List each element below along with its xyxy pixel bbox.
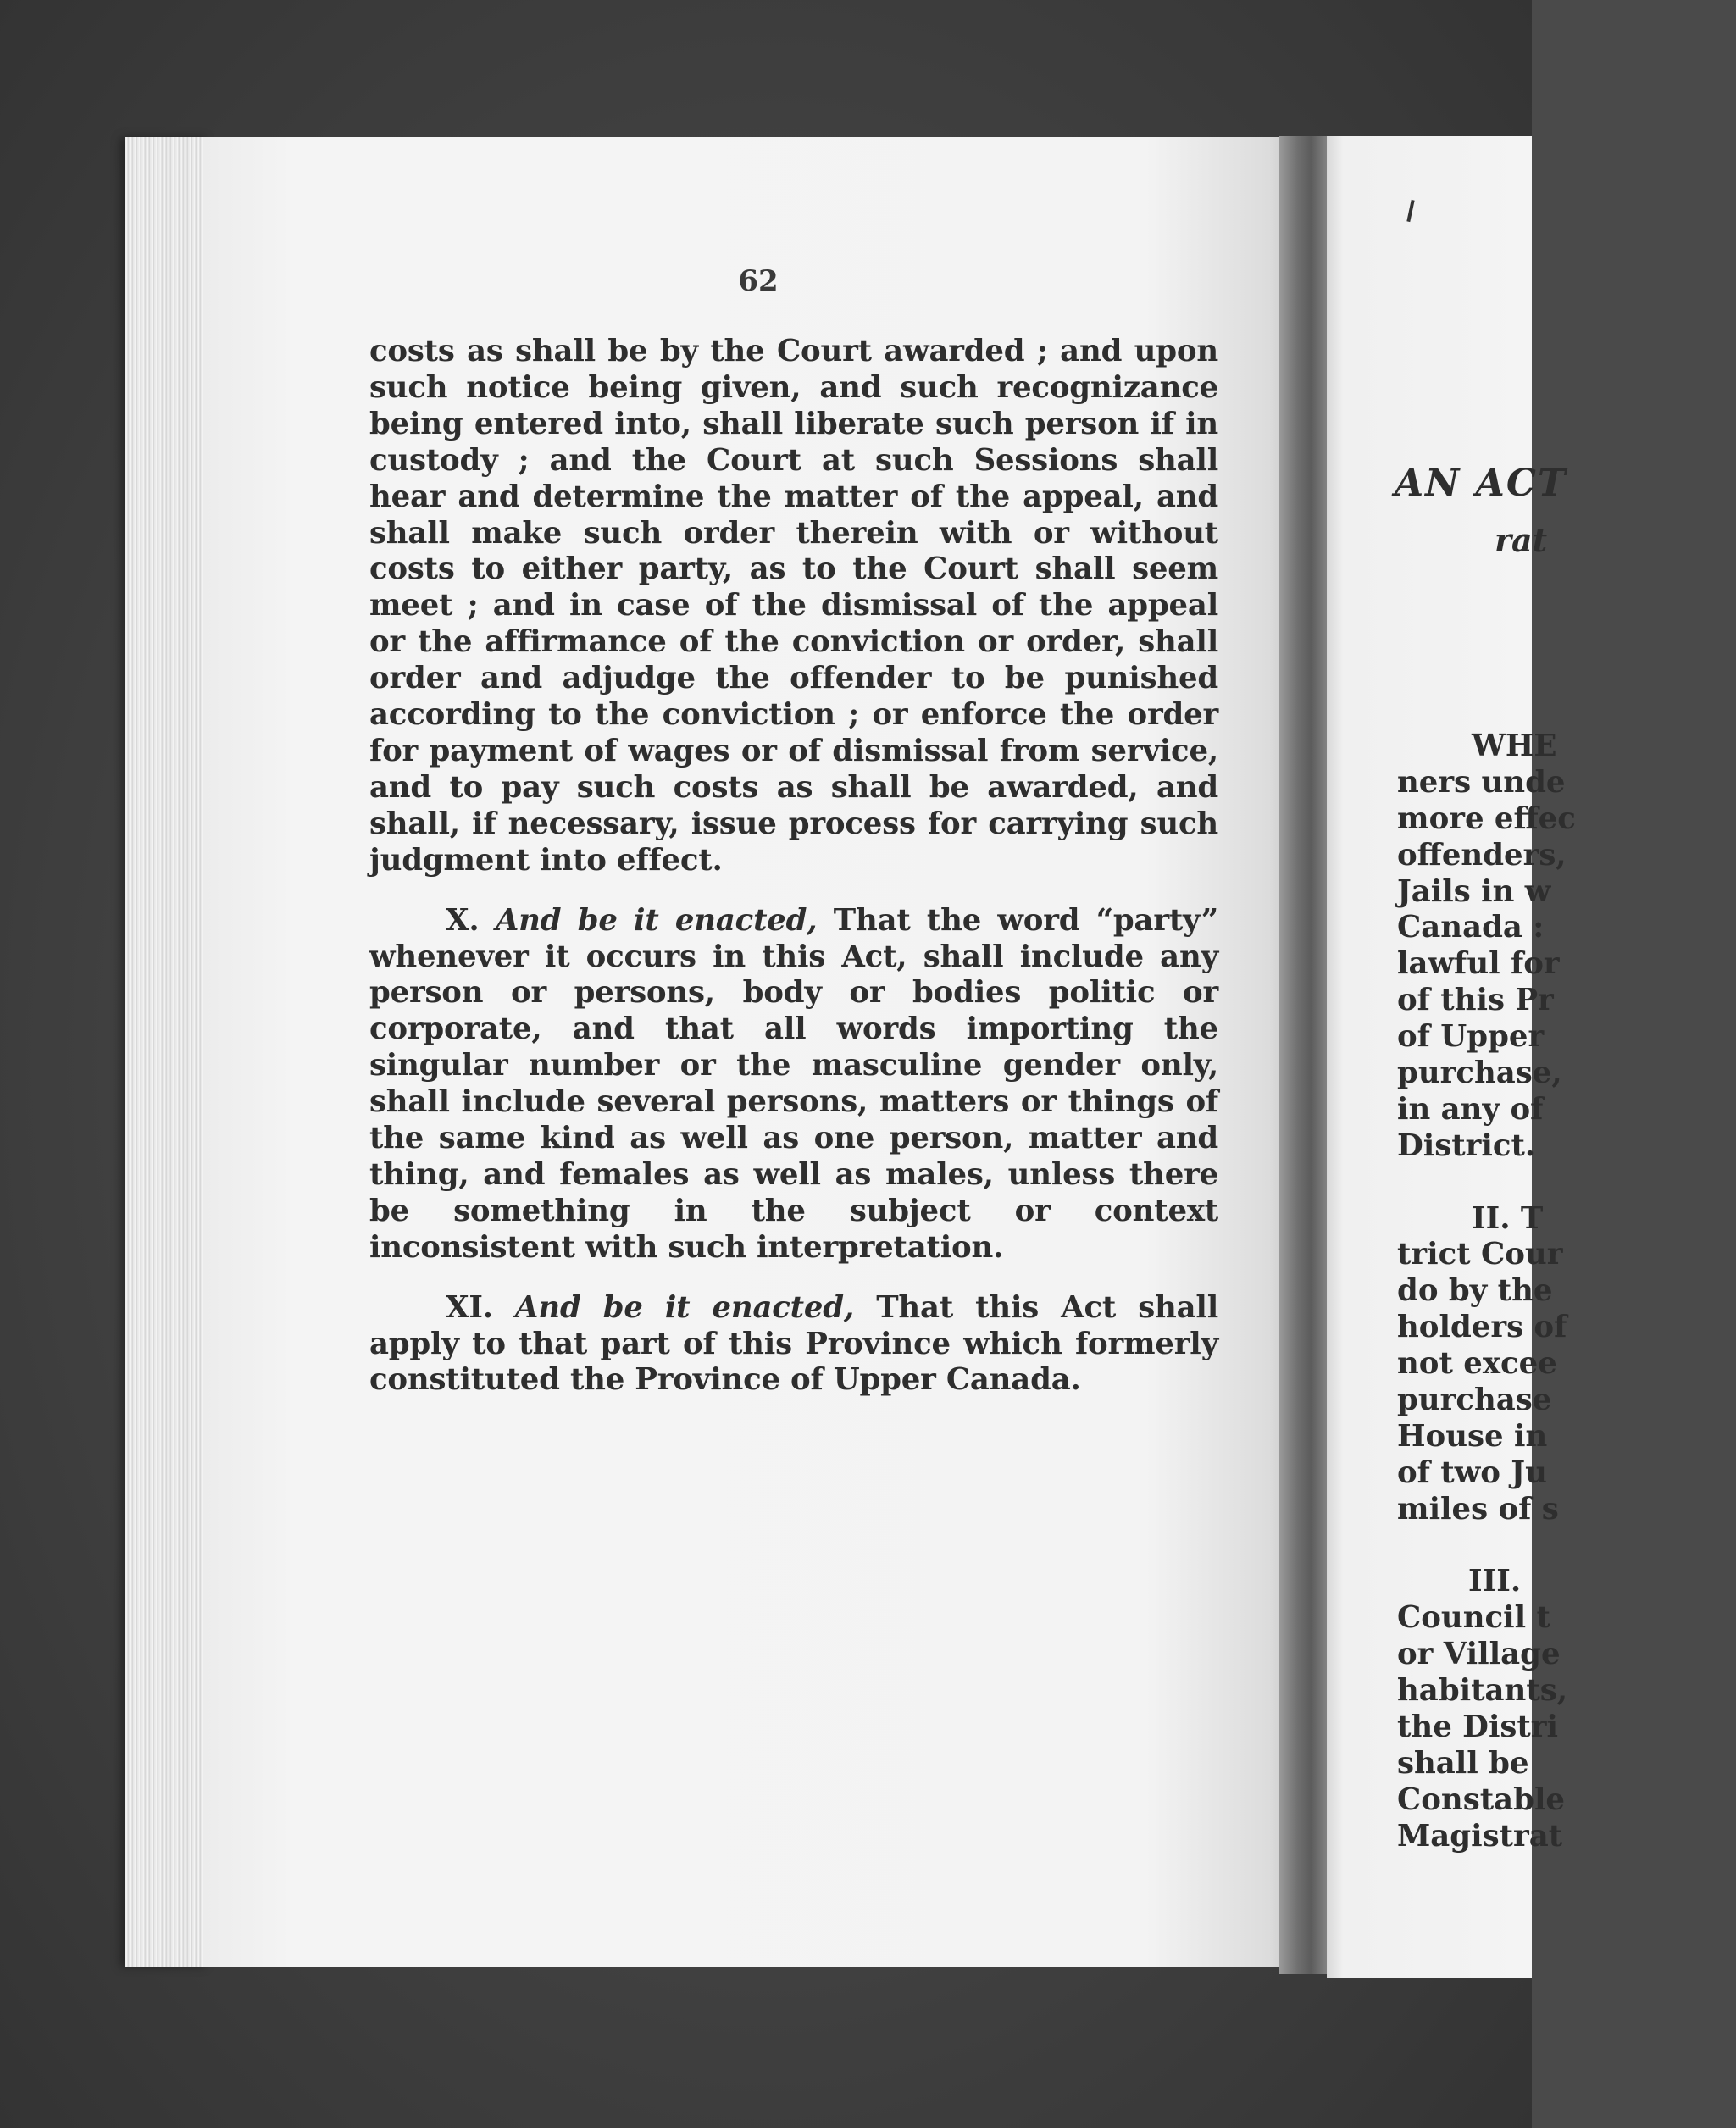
paragraph-text: costs as shall be by the Court awarded ; and upon such notice being given, and such recognizance being entered into, shall liberate such person if in custody ; and the Court at such Sessions shall hear and determine the matter of the appeal, and shall make such order therein with or without costs to either party, as to the Court shall seem meet ; and in case of the dismissal of the appeal or the affirmance of the conviction or order, shall order and adjudge the offender to be punished according to the conviction ; or enforce the order for payment of wages or of dismissal from service, and to pay such costs as shall be awarded, and shall, if necessary, issue process for carrying such judgment into effect. [369, 334, 1218, 878]
right-page-line: do by the [1397, 1273, 1553, 1309]
act-heading: AN ACT [1395, 462, 1567, 505]
section-number: XI. [446, 1289, 493, 1325]
right-page-line: House in [1397, 1418, 1548, 1454]
right-page-line: the Distri [1397, 1710, 1558, 1745]
right-page-lines [1397, 729, 1736, 1855]
section-lead: And be it enacted, [495, 902, 818, 938]
right-page-line: not excee [1397, 1346, 1557, 1382]
right-page-line: ners unde [1397, 764, 1566, 800]
right-page-line: Jails in w [1397, 873, 1551, 909]
section-xi [369, 1290, 1218, 1399]
right-page-line: Council t [1397, 1600, 1550, 1636]
page-stack-edge [125, 137, 210, 1967]
right-page-line: more effec [1397, 801, 1576, 836]
right-page-line: holders of [1397, 1310, 1567, 1345]
right-page-line: of two Ju [1397, 1455, 1547, 1490]
right-page-line: purchase, [1397, 1056, 1562, 1091]
right-page-line: or Village [1397, 1637, 1561, 1672]
right-page-line: III. [1468, 1564, 1522, 1599]
right-page-line: WHE [1472, 729, 1557, 763]
right-page-line [1397, 1165, 1736, 1201]
right-page-line: offenders, [1397, 837, 1567, 873]
right-page-line: shall be [1397, 1745, 1529, 1781]
right-page-line: Constable [1397, 1782, 1566, 1817]
section-x [369, 903, 1218, 1266]
section-text: That this Act shall apply to that part of this Province which formerly constituted the Province of Upper Canada. [369, 1289, 1218, 1398]
right-page-line: lawful for [1397, 946, 1560, 982]
body-text [369, 334, 1218, 1399]
right-page-line: trict Cour [1397, 1237, 1563, 1272]
right-page-text [1327, 136, 1576, 1978]
right-page-line: District. [1397, 1128, 1536, 1163]
right-page-line: miles of s [1397, 1491, 1559, 1527]
right-page [1327, 136, 1576, 1978]
paragraph-continuation [369, 334, 1218, 879]
section-lead: And be it enacted, [515, 1289, 855, 1325]
left-page [203, 137, 1313, 1967]
right-page-line: of Upper [1397, 1019, 1545, 1055]
page-number: 62 [738, 264, 779, 298]
right-page-line: of this Pr [1397, 983, 1554, 1018]
right-page-line [1397, 1528, 1736, 1565]
section-number: X. [446, 902, 480, 938]
right-page-line: II. T [1472, 1200, 1544, 1236]
section-text: That the word “party” whenever it occurs in this Act, shall include any person or persons, body or bodies politic or corporate, and that all words importing the singular number or the masculine gender only, shall include several persons, matters or things of the same kind as well as one person, matter and thing, and females as well as males, unless there be something in the subject or context inconsistent with such interpretation. [369, 902, 1218, 1265]
right-page-line: Magistrat [1397, 1818, 1563, 1854]
right-page-line: purchase [1397, 1383, 1552, 1418]
right-page-line: in any of [1397, 1091, 1544, 1127]
book-gutter [1279, 136, 1332, 1974]
act-subheading: rat [1495, 521, 1548, 559]
right-page-line: habitants, [1397, 1673, 1568, 1709]
right-page-line: Canada : [1397, 910, 1545, 945]
